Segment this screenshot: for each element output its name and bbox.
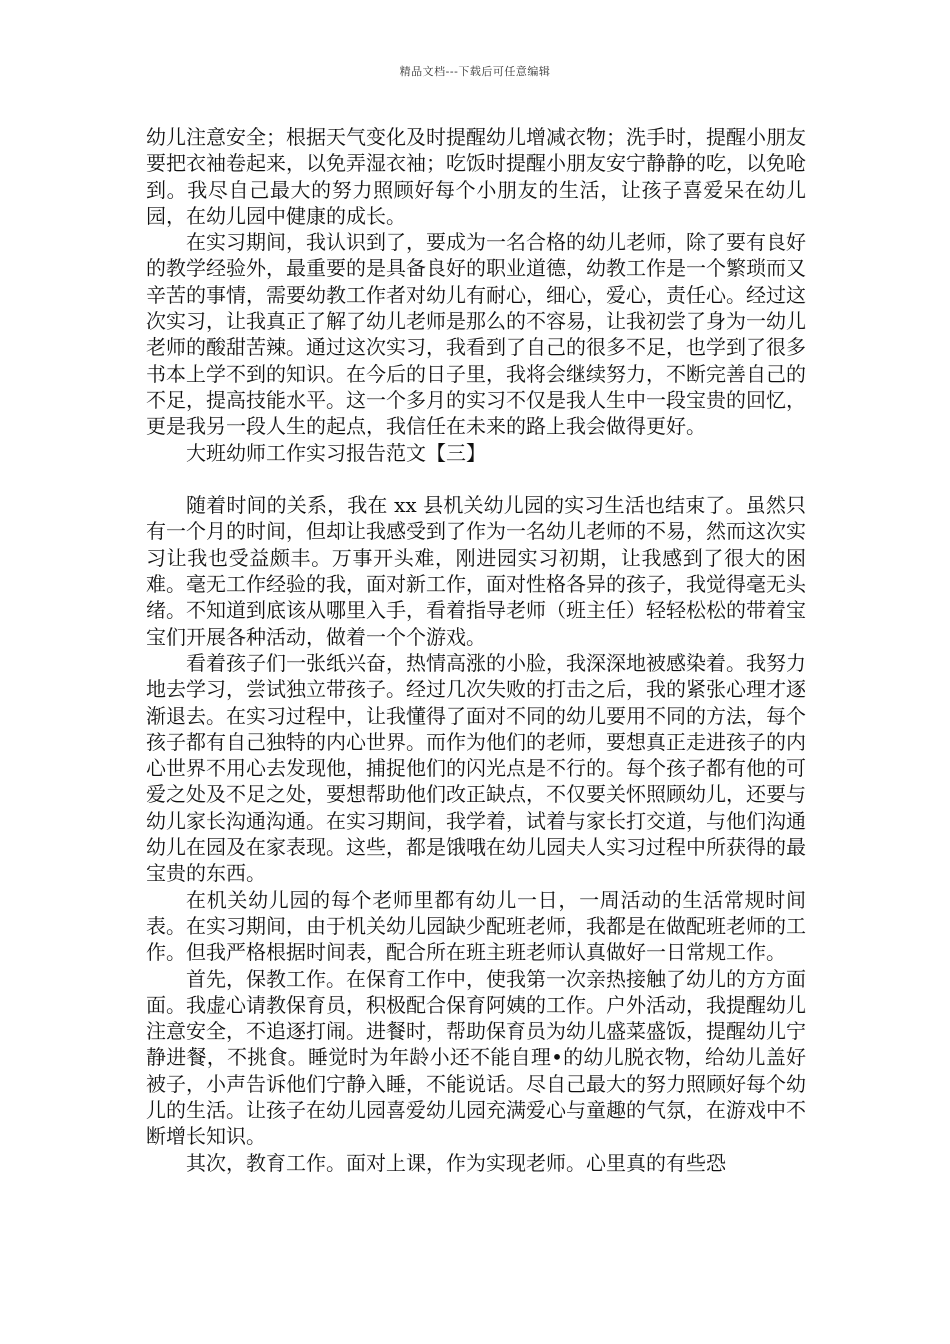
page-header: 精品文档---下载后可任意编辑 xyxy=(399,65,551,78)
document-body xyxy=(146,124,806,1176)
paragraph: 看着孩子们一张纸兴奋，热情高涨的小脸，我深深地被感染着。我努力地去学习，尝试独立带孩子。经过几次失败的打击之后，我的紧张心理才逐渐退去。在实习过程中，让我懂得了面对不同的幼儿要用不同的方法，每个孩子都有自己独特的内心世界。而作为他们的老师，要想真正走进孩子的内心世界不用心去发现他，捕捉他们的闪光点是不行的。每个孩子都有他的可爱之处及不足之处，要想帮助他们改正缺点，不仅要关怀照顾幼儿，还要与幼儿家长沟通沟通。在实习期间，我学着，试着与家长打交道，与他们沟通幼儿在园及在家表现。这些，都是饿哦在幼儿园夫人实习过程中所获得的最宝贵的东西。 xyxy=(146,650,806,886)
blank-line xyxy=(146,466,806,492)
paragraph: 在实习期间，我认识到了，要成为一名合格的幼儿老师，除了要有良好的教学经验外，最重要的是具备良好的职业道德，幼教工作是一个繁琐而又辛苦的事情，需要幼教工作者对幼儿有耐心，细心，爱心，责任心。经过这次实习，让我真正了解了幼儿老师是那么的不容易，让我初尝了身为一幼儿老师的酸甜苦辣。通过这次实习，我看到了自己的很多不足，也学到了很多书本上学不到的知识。在今后的日子里，我将会继续努力，不断完善自己的不足，提高技能水平。这一个多月的实习不仅是我人生中一段宝贵的回忆，更是我另一段人生的起点，我信任在未来的路上我会做得更好。 xyxy=(146,230,806,439)
paragraph: 其次，教育工作。面对上课，作为实现老师。心里真的有些恐 xyxy=(186,1150,726,1175)
paragraph: 首先，保教工作。在保育工作中，使我第一次亲热接触了幼儿的方方面面。我虚心请教保育员，积极配合保育阿姨的工作。户外活动，我提醒幼儿注意安全，不追逐打闹。进餐时，帮助保育员为幼儿盛菜盛饭，提醒幼儿宁静进餐，不挑食。睡觉时为年龄小还不能自理•的幼儿脱衣物，给幼儿盖好被子，小声告诉他们宁静入睡，不能说话。尽自己最大的努力照顾好每个幼儿的生活。让孩子在幼儿园喜爱幼儿园充满爱心与童趣的气氛，在游戏中不断增长知识。 xyxy=(146,966,806,1149)
paragraph: 随着时间的关系，我在 xx 县机关幼儿园的实习生活也结束了。虽然只有一个月的时间，但却让我感受到了作为一名幼儿老师的不易，然而这次实习让我也受益颇丰。万事开头难，刚进园实习初期，让我感到了很大的困难。毫无工作经验的我，面对新工作，面对性格各异的孩子，我觉得毫无头绪。不知道到底该从哪里入手，看着指导老师（班主任）轻轻松松的带着宝宝们开展各种活动，做着一个个游戏。 xyxy=(146,493,806,649)
paragraph-continuation: 幼儿注意安全；根据天气变化及时提醒幼儿增减衣物；洗手时，提醒小朋友要把衣袖卷起来，以免弄湿衣袖；吃饭时提醒小朋友安宁静静的吃，以免呛到。我尽自己最大的努力照顾好每个小朋友的生活，让孩子喜爱呆在幼儿园，在幼儿园中健康的成长。 xyxy=(146,125,806,228)
paragraph: 在机关幼儿园的每个老师里都有幼儿一日，一周活动的生活常规时间表。在实习期间，由于机关幼儿园缺少配班老师，我都是在做配班老师的工作。但我严格根据时间表，配合所在班主班老师认真做好一日常规工作。 xyxy=(146,887,806,965)
section-heading: 大班幼师工作实习报告范文【三】 xyxy=(186,440,486,465)
